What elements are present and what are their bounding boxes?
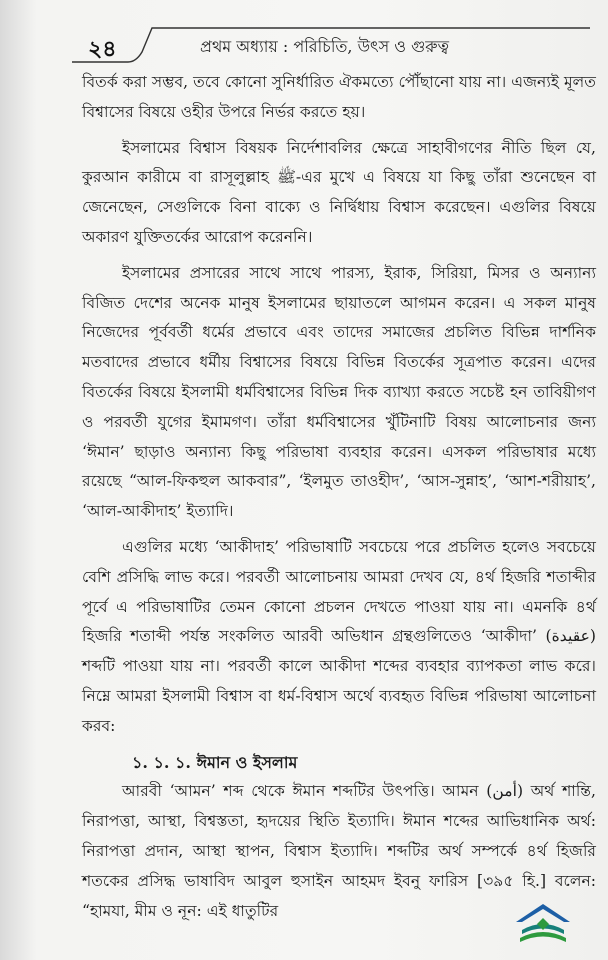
paragraph-1: বিতর্ক করা সম্ভব, তবে কোনো সুনির্ধারিত ঐকমত্যে পৌঁছানো যায় না। এজন্যই মূলত বিশ্বাসের বিষয়ে ওহীর উপরে নির্ভর করতে হয়।: [82, 73, 596, 121]
section-heading: ১. ১. ১. ঈমান ও ইসলাম: [132, 752, 298, 772]
page-header: [70, 22, 590, 68]
page-body: [82, 68, 596, 932]
paragraph-4: এগুলির মধ্যে ‘আকীদাহ’ পরিভাষাটি সবচেয়ে পরে প্রচলিত হলেও সবচেয়ে বেশি প্রসিদ্ধি লাভ করে। পরবর্তী আলোচনায় আমরা দেখব যে, ৪র্থ হিজরি শতাব্দীর পূর্বে এ পরিভাষাটির তেমন কোনো প্রচলন দেখতে পাওয়া যায় না। এমনকি ৪র্থ হিজরি শতাব্দী পর্যন্ত সংকলিত আরবী অভিধান গ্রন্থগুলিতেও ‘আকীদা’ (عقيدة) শব্দটি পাওয়া যায় না। পরবর্তী কালে আকীদা শব্দের ব্যবহার ব্যাপকতা লাভ করে। নিম্নে আমরা ইসলামী বিশ্বাস বা ধর্ম-বিশ্বাস অর্থে ব্যবহৃত বিভিন্ন পরিভাষা আলোচনা করব:: [82, 537, 596, 735]
publisher-logo-icon: [510, 900, 576, 948]
section-paragraph: আরবী ‘আমন’ শব্দ থেকে ঈমান শব্দটির উৎপত্তি। আমন (أمن) অর্থ শান্তি, নিরাপত্তা, আস্থা, বিশ্বস্ততা, হৃদয়ের স্থিতি ইত্যাদি। ঈমান শব্দের আভিধানিক অর্থ: নিরাপত্তা প্রদান, আস্থা স্থাপন, বিশ্বাস ইত্যাদি। শব্দটির অর্থ সম্পর্কে ৪র্থ হিজরি শতকের প্রসিদ্ধ ভাষাবিদ আবুল হুসাইন আহমদ ইবনু ফারিস [৩৯৫ হি.] বলেন: “হামযা, মীম ও নূন: এই ধাতুটির: [82, 782, 596, 920]
paragraph-2: ইসলামের বিশ্বাস বিষয়ক নির্দেশাবলির ক্ষেত্রে সাহাবীগণের নীতি ছিল যে, কুরআন কারীমে বা রাসূলুল্লাহ ﷺ-এর মুখে এ বিষয়ে যা কিছু তাঁরা শুনেছেন বা জেনেছেন, সেগুলিকে বিনা বাক্যে ও নির্দ্বিধায় বিশ্বাস করেছেন। এগুলির বিষয়ে অকারণ যুক্তিতর্কের আরোপ করেননি।: [82, 138, 597, 246]
running-title: প্রথম অধ্যায় : পরিচিতি, উৎস ও গুরুত্ব: [200, 37, 449, 56]
page-number: ২৪: [88, 36, 117, 62]
paragraph-3: ইসলামের প্রসারের সাথে সাথে পারস্য, ইরাক, সিরিয়া, মিসর ও অন্যান্য বিজিত দেশের অনেক মানুষ ইসলামের ছায়াতলে আগমন করেন। এ সকল মানুষ নিজেদের পূর্ববর্তী ধর্মের প্রভাবে এবং তাদের সমাজের প্রচলিত বিভিন্ন দার্শনিক মতবাদের প্রভাবে ধর্মীয় বিশ্বাসের বিষয়ে বিভিন্ন বিতর্কের সূত্রপাত করেন। এদের বিতর্কের বিষয়ে ইসলামী ধর্মবিশ্বাসের বিভিন্ন দিক ব্যাখ্যা করতে সচেষ্ট হন তাবিয়ীগণ ও পরবর্তী যুগের ইমামগণ। তাঁরা ধর্মবিশ্বাসের খুঁটিনাটি বিষয় আলোচনার জন্য ‘ঈমান’ ছাড়াও অন্যান্য কিছু পরিভাষা ব্যবহার করেন। এসকল পরিভাষার মধ্যে রয়েছে “আল-ফিকহুল আকবার”, ‘ইলমুত তাওহীদ’, ‘আস-সুন্নাহ’, ‘আশ-শরীয়াহ’, ‘আল-আকীদাহ’ ইত্যাদি।: [82, 263, 596, 521]
